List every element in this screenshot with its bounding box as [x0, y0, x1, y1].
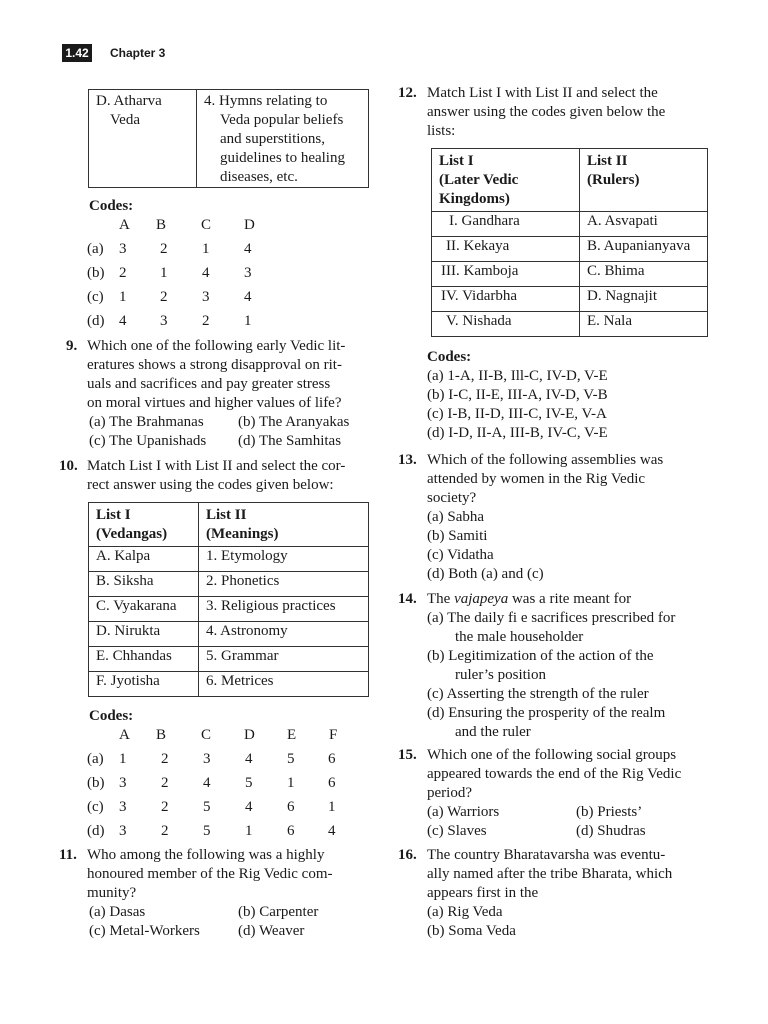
q13-option-c[interactable]: (c) Vidatha: [427, 547, 494, 563]
q15-text-line: appeared towards the end of the Rig Vedic: [427, 766, 682, 782]
table-cell: A. Kalpa: [89, 547, 199, 572]
code-val: 4: [244, 289, 252, 305]
table-cell: II. Kekaya: [432, 237, 580, 262]
q14-option-d-cont: and the ruler: [455, 724, 531, 740]
code-col: C: [201, 217, 212, 233]
code-val: 3: [119, 823, 127, 839]
q11-text-line: munity?: [87, 885, 137, 901]
code-val: 3: [202, 289, 210, 305]
table-cell: IV. Vidarbha: [432, 287, 580, 312]
q8-list2-line: guidelines to healing: [220, 150, 345, 166]
q12-codes-label: Codes:: [427, 349, 472, 365]
q12-number: 12.: [398, 85, 417, 101]
code-val: 3: [119, 775, 127, 791]
table-cell: 5. Grammar: [199, 647, 369, 672]
table-cell: III. Kamboja: [432, 262, 580, 287]
q15-option-d[interactable]: (d) Shudras: [576, 823, 646, 839]
code-val: 3: [244, 265, 252, 281]
header-line: (Meanings): [206, 526, 279, 542]
code-val: 1: [119, 289, 127, 305]
q8-list1-line: Veda: [110, 112, 140, 128]
q8-list2-line: and superstitions,: [220, 131, 325, 147]
header-line: List II: [206, 507, 247, 523]
q11-option-b[interactable]: (b) Carpenter: [238, 904, 319, 920]
q9-option-d[interactable]: (d) The Samhitas: [238, 433, 342, 449]
q14-text-pre: The: [427, 591, 455, 607]
q10-text-line: rect answer using the codes given below:: [87, 477, 334, 493]
code-opt: (b): [87, 265, 105, 281]
q14-option-b[interactable]: (b) Legitimization of the action of the: [427, 648, 654, 664]
header-line: Kingdoms): [439, 191, 510, 207]
q15-option-a[interactable]: (a) Warriors: [427, 804, 500, 820]
q11-text-line: honoured member of the Rig Vedic com-: [87, 866, 333, 882]
q13-text-line: society?: [427, 490, 477, 506]
code-val: 3: [119, 799, 127, 815]
code-val: 2: [160, 241, 168, 257]
code-val: 1: [160, 265, 168, 281]
q15-text-line: Which one of the following social groups: [427, 747, 677, 763]
q16-number: 16.: [398, 847, 417, 863]
table-cell: 1. Etymology: [199, 547, 369, 572]
q11-option-d[interactable]: (d) Weaver: [238, 923, 305, 939]
code-val: 4: [245, 751, 253, 767]
table-cell: I. Gandhara: [432, 212, 580, 237]
code-val: 1: [245, 823, 253, 839]
q9-number: 9.: [66, 338, 78, 354]
code-col: B: [156, 217, 167, 233]
code-opt: (c): [87, 289, 104, 305]
table-cell: 6. Metrices: [199, 672, 369, 697]
table-cell: 4. Astronomy: [199, 622, 369, 647]
q16-text-line: ally named after the tribe Bharata, which: [427, 866, 673, 882]
q15-option-b[interactable]: (b) Priests’: [576, 804, 643, 820]
code-opt: (c): [87, 799, 104, 815]
q8-list2-cell: [197, 90, 369, 188]
q12-list1-header: [432, 149, 580, 212]
q8-list1-line: D. Atharva: [96, 93, 162, 109]
code-val: 2: [161, 775, 169, 791]
q12-match-table: [431, 148, 708, 337]
q13-text-line: Which of the following assemblies was: [427, 452, 664, 468]
table-cell: D. Nagnajit: [580, 287, 708, 312]
q13-number: 13.: [398, 452, 417, 468]
code-opt: (a): [87, 241, 104, 257]
q9-text-line: Which one of the following early Vedic lit-: [87, 338, 346, 354]
q8-list2-line: 4. Hymns relating to: [204, 93, 328, 109]
code-val: 1: [119, 751, 127, 767]
q12-option-d[interactable]: (d) I-D, II-A, III-B, IV-C, V-E: [427, 425, 608, 441]
code-col: A: [119, 727, 130, 743]
page-number: 1.42: [62, 44, 92, 62]
q14-option-d[interactable]: (d) Ensuring the prosperity of the realm: [427, 705, 666, 721]
code-val: 3: [203, 751, 211, 767]
table-cell: C. Vyakarana: [89, 597, 199, 622]
code-opt: (d): [87, 313, 105, 329]
code-col: C: [201, 727, 212, 743]
q14-option-c[interactable]: (c) Asserting the strength of the ruler: [427, 686, 649, 702]
q12-text-line: lists:: [427, 123, 456, 139]
code-col: B: [156, 727, 167, 743]
code-col: E: [287, 727, 297, 743]
q9-option-c[interactable]: (c) The Upanishads: [89, 433, 207, 449]
q12-option-a[interactable]: (a) 1-A, II-B, Ill-C, IV-D, V-E: [427, 368, 608, 384]
code-val: 2: [160, 289, 168, 305]
code-val: 2: [161, 751, 169, 767]
header-line: (Later Vedic: [439, 172, 519, 188]
code-col: D: [244, 727, 255, 743]
q9-text-line: uals and sacrifices and pay greater stress: [87, 376, 331, 392]
q9-text-line: on moral virtues and higher values of life?: [87, 395, 342, 411]
code-val: 6: [328, 775, 336, 791]
q10-match-table: [88, 502, 369, 697]
chapter-title: Chapter 3: [110, 46, 166, 60]
q14-text: [427, 590, 631, 609]
q13-text-line: attended by women in the Rig Vedic: [427, 471, 646, 487]
code-opt: (a): [87, 751, 104, 767]
q15-option-c[interactable]: (c) Slaves: [427, 823, 487, 839]
q12-option-c[interactable]: (c) I-B, II-D, III-C, IV-E, V-A: [427, 406, 607, 422]
code-val: 3: [119, 241, 127, 257]
q13-option-a[interactable]: (a) Sabha: [427, 509, 485, 525]
table-cell: A. Asvapati: [580, 212, 708, 237]
code-val: 4: [202, 265, 210, 281]
code-val: 2: [161, 823, 169, 839]
q14-text-post: was a rite meant for: [508, 591, 632, 607]
q14-option-a[interactable]: (a) The daily fi e sacrifices prescribed for: [427, 610, 676, 626]
code-col: A: [119, 217, 130, 233]
table-cell: B. Siksha: [89, 572, 199, 597]
code-val: 5: [203, 799, 211, 815]
code-val: 5: [287, 751, 295, 767]
table-cell: B. Aupanianyava: [580, 237, 708, 262]
q11-text-line: Who among the following was a highly: [87, 847, 325, 863]
q13-option-b[interactable]: (b) Samiti: [427, 528, 488, 544]
code-val: 4: [328, 823, 336, 839]
table-cell: D. Nirukta: [89, 622, 199, 647]
code-val: 6: [328, 751, 336, 767]
q15-text-line: period?: [427, 785, 472, 801]
q10-number: 10.: [59, 458, 78, 474]
q16-option-b[interactable]: (b) Soma Veda: [427, 923, 516, 939]
code-val: 1: [287, 775, 295, 791]
code-opt: (d): [87, 823, 105, 839]
q13-option-d[interactable]: (d) Both (a) and (c): [427, 566, 544, 582]
q14-number: 14.: [398, 591, 417, 607]
q10-codes-label: Codes:: [89, 708, 134, 724]
q12-text-line: answer using the codes given below the: [427, 104, 666, 120]
table-cell: E. Chhandas: [89, 647, 199, 672]
header-line: List II: [587, 153, 628, 169]
q14-term: vajapeya: [454, 591, 509, 607]
code-val: 6: [287, 823, 295, 839]
table-cell: F. Jyotisha: [89, 672, 199, 697]
q8-codes-label: Codes:: [89, 198, 134, 214]
header-line: List I: [439, 153, 474, 169]
code-val: 2: [161, 799, 169, 815]
q8-list2-line: Veda popular beliefs: [220, 112, 344, 128]
code-val: 4: [119, 313, 127, 329]
q15-number: 15.: [398, 747, 417, 763]
table-cell: 3. Religious practices: [199, 597, 369, 622]
table-cell: 2. Phonetics: [199, 572, 369, 597]
q16-text-line: The country Bharatavarsha was eventu-: [427, 847, 666, 863]
q10-list1-header: [89, 503, 199, 547]
q10-text-line: Match List I with List II and select the cor-: [87, 458, 346, 474]
q8-match-table-tail: [88, 89, 369, 188]
q16-text-line: appears first in the: [427, 885, 539, 901]
code-val: 5: [245, 775, 253, 791]
code-val: 2: [119, 265, 127, 281]
q9-option-a[interactable]: (a) The Brahmanas: [89, 414, 204, 430]
q11-option-a[interactable]: (a) Dasas: [89, 904, 146, 920]
code-val: 5: [203, 823, 211, 839]
q12-list2-header: [580, 149, 708, 212]
table-cell: V. Nishada: [432, 312, 580, 337]
q16-option-a[interactable]: (a) Rig Veda: [427, 904, 503, 920]
q12-option-b[interactable]: (b) I-C, II-E, III-A, IV-D, V-B: [427, 387, 608, 403]
q11-number: 11.: [59, 847, 77, 863]
code-val: 4: [245, 799, 253, 815]
q8-list2-line: diseases, etc.: [220, 169, 298, 185]
q9-text-line: eratures shows a strong disapproval on rit-: [87, 357, 342, 373]
q14-option-a-cont: the male householder: [455, 629, 584, 645]
code-val: 6: [287, 799, 295, 815]
code-col: D: [244, 217, 255, 233]
code-val: 4: [244, 241, 252, 257]
code-col: F: [329, 727, 338, 743]
code-val: 1: [328, 799, 336, 815]
code-opt: (b): [87, 775, 105, 791]
table-cell: E. Nala: [580, 312, 708, 337]
header-line: List I: [96, 507, 131, 523]
q10-list2-header: [199, 503, 369, 547]
code-val: 4: [203, 775, 211, 791]
table-cell: C. Bhima: [580, 262, 708, 287]
header-line: (Vedangas): [96, 526, 168, 542]
code-val: 1: [244, 313, 252, 329]
q14-option-b-cont: ruler’s position: [455, 667, 546, 683]
q11-option-c[interactable]: (c) Metal-Workers: [89, 923, 200, 939]
header-line: (Rulers): [587, 172, 640, 188]
code-val: 1: [202, 241, 210, 257]
q9-option-b[interactable]: (b) The Aranyakas: [238, 414, 350, 430]
q12-text-line: Match List I with List II and select the: [427, 85, 658, 101]
code-val: 2: [202, 313, 210, 329]
q8-list1-cell: [89, 90, 197, 188]
code-val: 3: [160, 313, 168, 329]
